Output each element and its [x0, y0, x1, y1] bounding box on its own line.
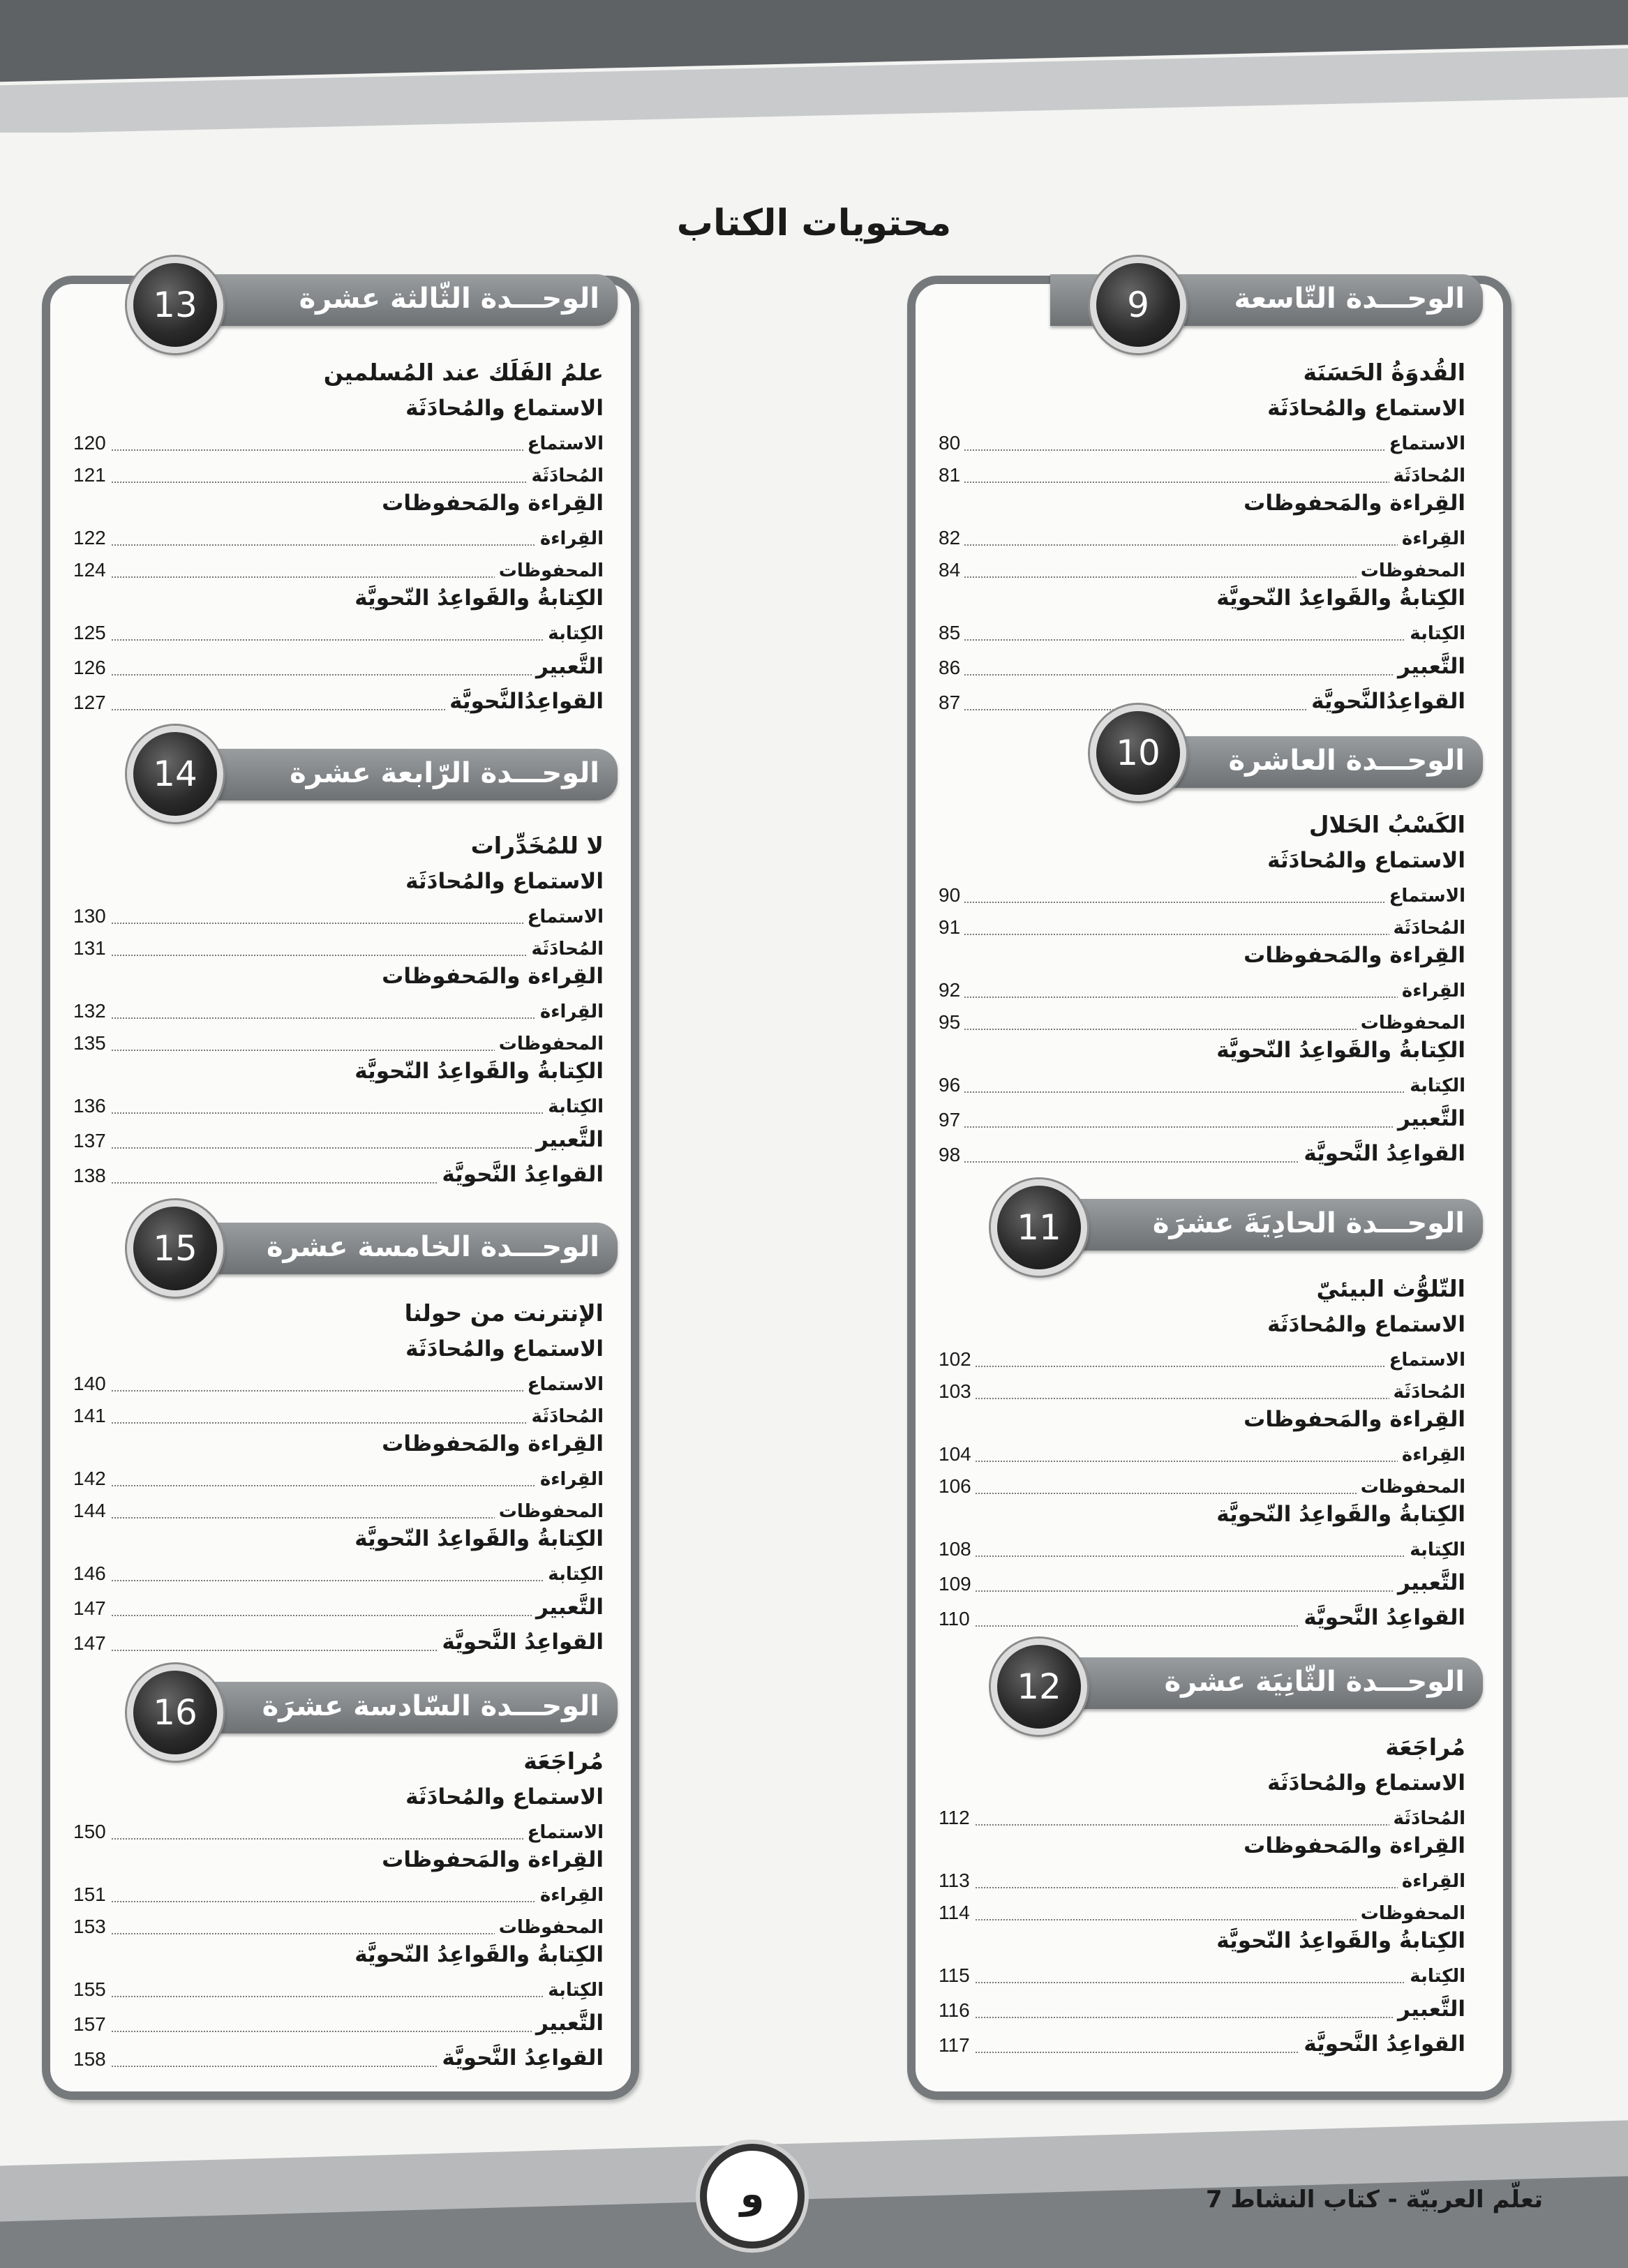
- toc-entry[interactable]: [73, 1024, 604, 1056]
- toc-entry-label: القواعِدُ النَّحويَّة: [438, 1629, 604, 1655]
- toc-entry-label: القواعِدُ النَّحويَّة: [1299, 1605, 1465, 1630]
- toc-entry[interactable]: [939, 1861, 1465, 1893]
- toc-entry-page: 141: [73, 1405, 110, 1427]
- toc-entry-page: 157: [73, 2013, 110, 2036]
- unit-title: الوحـــدة الثّانِيَة عشرة: [1164, 1666, 1465, 1698]
- toc-entry-page: 102: [939, 1348, 976, 1371]
- toc-entry-page: 82: [939, 527, 964, 549]
- toc-entry[interactable]: [73, 1491, 604, 1523]
- unit-header: [1050, 1199, 1483, 1251]
- unit-number-badge: 12: [991, 1639, 1087, 1735]
- dotted-leader: [73, 482, 604, 483]
- toc-entry-page: 91: [939, 916, 964, 939]
- toc-entry-label: القواعِدُ النَّحويَّة: [438, 1162, 604, 1187]
- toc-entry-label: القواعِدُ النَّحويَّة: [438, 2045, 604, 2071]
- toc-entry-page: 144: [73, 1500, 110, 1522]
- section-heading: الكِتابةُ والقَواعِدُ النّحويَّة: [354, 1059, 604, 1084]
- toc-entry[interactable]: [73, 1119, 604, 1154]
- toc-entry-label: المحفوظات: [1357, 560, 1465, 581]
- toc-entry[interactable]: [939, 1435, 1465, 1467]
- toc-entry-page: 150: [73, 1821, 110, 1843]
- unit-title: الوحـــدة العاشرة: [1228, 745, 1465, 777]
- section-heading: الاستماع والمُحادَثَة: [1267, 396, 1465, 421]
- toc-entry[interactable]: [73, 1087, 604, 1119]
- section-heading: القِراءة والمَحفوظات: [1244, 1407, 1465, 1432]
- toc-entry-page: 125: [73, 622, 110, 644]
- unit-number-badge: 13: [127, 257, 223, 353]
- unit-header: [171, 1682, 618, 1733]
- dotted-leader: [939, 1091, 1465, 1093]
- toc-entry-label: القواعِدُالنَّحويَّة: [445, 689, 604, 714]
- toc-entry-label: القواعِدُ النَّحويَّة: [1299, 2031, 1465, 2057]
- toc-entry-page: 116: [939, 1999, 974, 2022]
- toc-entry-page: 151: [73, 1883, 110, 1906]
- dotted-leader: [73, 955, 604, 956]
- toc-entry[interactable]: [73, 456, 604, 488]
- unit-number-badge: 11: [991, 1179, 1087, 1276]
- toc-entry[interactable]: [939, 1066, 1465, 1098]
- toc-entry-label: القِراءة: [536, 528, 604, 549]
- dotted-leader: [939, 674, 1465, 676]
- toc-entry-page: 121: [73, 464, 110, 486]
- lesson-title: لا للمُخَدِّرات: [470, 832, 604, 859]
- unit-contents: [939, 1727, 1465, 2058]
- page-title: محتويات الكتاب: [676, 202, 952, 244]
- dotted-leader: [73, 1615, 604, 1616]
- unit-number-badge: 9: [1090, 257, 1186, 353]
- toc-entry[interactable]: [939, 971, 1465, 1003]
- toc-entry-label: التَّعبير: [1394, 1106, 1465, 1131]
- toc-entry-page: 158: [73, 2048, 110, 2071]
- lesson-title: مُراجَعَة: [523, 1747, 604, 1775]
- toc-entry-label: المُحادَثَة: [528, 939, 604, 960]
- toc-entry[interactable]: [73, 1586, 604, 1621]
- toc-entry-label: القِراءة: [536, 1001, 604, 1022]
- dotted-leader: [939, 1887, 1465, 1888]
- toc-entry-page: 114: [939, 1902, 974, 1924]
- toc-entry[interactable]: [73, 1154, 604, 1188]
- toc-entry-page: 108: [939, 1538, 976, 1560]
- unit-contents: [939, 1269, 1465, 1632]
- toc-entry-label: الكِتابة: [1405, 623, 1465, 644]
- toc-entry[interactable]: [73, 1364, 604, 1396]
- section-heading: القِراءة والمَحفوظات: [382, 491, 604, 516]
- unit-number-badge: 14: [127, 726, 223, 822]
- unit-title: الوحـــدة الحادِيَةَ عشرَة: [1152, 1207, 1465, 1239]
- page-number-badge: و: [700, 2144, 805, 2248]
- toc-entry[interactable]: [73, 897, 604, 929]
- toc-entry-label: المُحادَثَة: [528, 465, 604, 486]
- toc-entry[interactable]: [939, 1562, 1465, 1597]
- unit-number-badge: 10: [1090, 705, 1186, 801]
- unit-title: الوحـــدة الرّابعة عشرة: [290, 757, 599, 789]
- toc-entry-page: 81: [939, 464, 964, 486]
- toc-entry-label: الاستماع: [523, 1374, 604, 1395]
- toc-entry-page: 80: [939, 432, 964, 454]
- toc-entry-label: التَّعبير: [1394, 1570, 1465, 1595]
- section-heading: الكِتابةُ والقَواعِدُ النّحويَّة: [354, 585, 604, 611]
- toc-entry-page: 138: [73, 1165, 110, 1187]
- section-heading: القِراءة والمَحفوظات: [1244, 943, 1465, 968]
- section-heading: الاستماع والمُحادَثَة: [1267, 1770, 1465, 1796]
- toc-entry-label: التَّعبير: [1394, 654, 1465, 679]
- unit-number-badge: 16: [127, 1664, 223, 1761]
- dotted-leader: [73, 1901, 604, 1902]
- toc-entry[interactable]: [73, 1554, 604, 1586]
- toc-entry-page: 95: [939, 1011, 964, 1034]
- toc-entry-page: 137: [73, 1130, 110, 1152]
- toc-entry-page: 146: [73, 1562, 110, 1585]
- dotted-leader: [73, 1580, 604, 1581]
- toc-entry-label: القِراءة: [1398, 980, 1465, 1001]
- toc-entry-label: الاستماع: [523, 1822, 604, 1843]
- toc-entry[interactable]: [939, 908, 1465, 940]
- toc-entry-label: الكِتابة: [1405, 1075, 1465, 1096]
- section-heading: الاستماع والمُحادَثَة: [405, 1336, 604, 1361]
- toc-entry-label: المحفوظات: [495, 1917, 604, 1938]
- toc-entry[interactable]: [73, 1970, 604, 2002]
- section-heading: الاستماع والمُحادَثَة: [405, 396, 604, 421]
- toc-entry-label: الكِتابة: [1405, 1966, 1465, 1987]
- unit-title: الوحـــدة السّادسة عشرَة: [262, 1690, 599, 1722]
- toc-entry-page: 104: [939, 1443, 976, 1465]
- toc-entry-label: القواعِدُالنَّحويَّة: [1307, 689, 1465, 714]
- toc-entry[interactable]: [939, 1597, 1465, 1632]
- dotted-leader: [939, 1398, 1465, 1399]
- toc-entry-label: الاستماع: [1385, 886, 1465, 907]
- toc-entry[interactable]: [939, 518, 1465, 551]
- toc-entry[interactable]: [939, 551, 1465, 583]
- toc-entry[interactable]: [939, 1003, 1465, 1035]
- toc-entry-label: التَّعبير: [1394, 1997, 1465, 2022]
- toc-entry-page: 115: [939, 1964, 974, 1987]
- toc-entry[interactable]: [939, 1467, 1465, 1499]
- toc-entry[interactable]: [939, 1893, 1465, 1925]
- toc-entry[interactable]: [939, 876, 1465, 908]
- toc-entry-label: الاستماع: [1385, 433, 1465, 454]
- toc-entry[interactable]: [939, 1133, 1465, 1167]
- unit-header: [171, 274, 618, 326]
- top-decorative-band: [0, 0, 1628, 133]
- unit-title: الوحـــدة الخامسة عشرة: [266, 1231, 599, 1263]
- toc-entry-label: القِراءة: [1398, 1871, 1465, 1892]
- toc-entry-page: 85: [939, 622, 964, 644]
- toc-entry-label: القِراءة: [536, 1885, 604, 1906]
- toc-entry[interactable]: [73, 1907, 604, 1939]
- toc-entry-page: 127: [73, 692, 110, 714]
- toc-entry[interactable]: [939, 646, 1465, 680]
- toc-entry[interactable]: [73, 613, 604, 646]
- unit-header: [171, 749, 618, 800]
- toc-entry[interactable]: [939, 1372, 1465, 1404]
- toc-entry-page: 136: [73, 1095, 110, 1117]
- toc-entry-page: 135: [73, 1032, 110, 1054]
- dotted-leader: [939, 1555, 1465, 1557]
- toc-entry-page: 103: [939, 1380, 976, 1403]
- unit-number-badge: 15: [127, 1200, 223, 1297]
- toc-entry-page: 112: [939, 1807, 974, 1829]
- toc-entry-page: 153: [73, 1916, 110, 1938]
- toc-entry[interactable]: [939, 1530, 1465, 1562]
- toc-entry-page: 92: [939, 979, 964, 1001]
- toc-entry-page: 140: [73, 1373, 110, 1395]
- toc-entry-label: المُحادَثَة: [1389, 918, 1465, 939]
- toc-entry-label: المحفوظات: [1357, 1013, 1465, 1034]
- toc-entry-label: المُحادَثَة: [528, 1406, 604, 1427]
- toc-entry[interactable]: [939, 1798, 1465, 1830]
- dotted-leader: [939, 1824, 1465, 1826]
- toc-entry[interactable]: [73, 646, 604, 680]
- dotted-leader: [939, 2017, 1465, 2018]
- toc-entry[interactable]: [939, 1340, 1465, 1372]
- toc-entry-label: التَّعبير: [532, 1595, 604, 1620]
- lesson-title: علمُ الفَلَك عند المُسلمين: [323, 359, 604, 386]
- toc-entry-label: القِراءة: [1398, 528, 1465, 549]
- toc-entry-page: 87: [939, 692, 964, 714]
- dotted-leader: [939, 997, 1465, 998]
- toc-entry-page: 155: [73, 1978, 110, 2001]
- unit-contents: [73, 1293, 604, 1656]
- toc-entry-page: 117: [939, 2034, 974, 2057]
- footer-book-title: تعلّم العربيّة - كتاب النشاط 7: [1205, 2186, 1543, 2214]
- toc-entry-label: المحفوظات: [1357, 1477, 1465, 1498]
- toc-entry[interactable]: [939, 424, 1465, 456]
- unit-contents: [73, 1741, 604, 2072]
- toc-entry-label: القِراءة: [1398, 1445, 1465, 1465]
- dotted-leader: [73, 1112, 604, 1114]
- section-heading: القِراءة والمَحفوظات: [382, 1431, 604, 1456]
- toc-entry[interactable]: [939, 680, 1465, 715]
- dotted-leader: [939, 1126, 1465, 1128]
- toc-entry-page: 96: [939, 1074, 964, 1096]
- toc-entry-page: 124: [73, 559, 110, 581]
- toc-entry[interactable]: [73, 518, 604, 551]
- unit-header: [1050, 1657, 1483, 1709]
- toc-entry-label: المُحادَثَة: [1389, 1382, 1465, 1403]
- toc-entry-page: 132: [73, 1000, 110, 1022]
- toc-entry[interactable]: [73, 551, 604, 583]
- toc-entry-label: المحفوظات: [495, 560, 604, 581]
- unit-title: الوحـــدة التّاسعة: [1234, 283, 1465, 315]
- toc-entry-page: 90: [939, 884, 964, 907]
- toc-entry[interactable]: [73, 1459, 604, 1491]
- dotted-leader: [939, 1590, 1465, 1592]
- toc-entry[interactable]: [73, 424, 604, 456]
- section-heading: الكِتابةُ والقَواعِدُ النّحويَّة: [1216, 585, 1465, 611]
- unit-title: الوحـــدة الثّالثة عشرة: [299, 283, 599, 315]
- dotted-leader: [73, 639, 604, 641]
- toc-entry[interactable]: [73, 929, 604, 961]
- toc-entry-page: 147: [73, 1632, 110, 1655]
- lesson-title: مُراجَعَة: [1385, 1733, 1465, 1761]
- toc-entry[interactable]: [73, 992, 604, 1024]
- toc-entry-page: 98: [939, 1144, 964, 1166]
- toc-entry-label: التَّعبير: [532, 654, 604, 679]
- toc-entry-page: 113: [939, 1870, 974, 1892]
- toc-entry-label: الكِتابة: [544, 623, 604, 644]
- toc-entry-label: القِراءة: [536, 1469, 604, 1490]
- toc-entry[interactable]: [73, 1812, 604, 1844]
- section-heading: القِراءة والمَحفوظات: [382, 1847, 604, 1872]
- toc-entry-page: 120: [73, 432, 110, 454]
- section-heading: الاستماع والمُحادَثَة: [405, 1784, 604, 1810]
- unit-header: [171, 1223, 618, 1274]
- dotted-leader: [939, 639, 1465, 641]
- dotted-leader: [73, 1147, 604, 1149]
- dotted-leader: [939, 544, 1465, 546]
- toc-entry-label: الكِتابة: [544, 1096, 604, 1117]
- toc-entry[interactable]: [939, 1988, 1465, 2023]
- toc-entry-page: 131: [73, 937, 110, 960]
- toc-entry-label: المحفوظات: [495, 1501, 604, 1522]
- toc-entry-label: الاستماع: [1385, 1350, 1465, 1371]
- section-heading: الاستماع والمُحادَثَة: [405, 869, 604, 894]
- dotted-leader: [73, 2031, 604, 2032]
- dotted-leader: [73, 1485, 604, 1486]
- toc-entry-label: القواعِدُ النَّحويَّة: [1299, 1141, 1465, 1166]
- section-heading: الكِتابةُ والقَواعِدُ النّحويَّة: [1216, 1502, 1465, 1527]
- toc-entry[interactable]: [73, 2037, 604, 2072]
- toc-entry[interactable]: [73, 1621, 604, 1656]
- toc-entry-page: 84: [939, 559, 964, 581]
- dotted-leader: [73, 674, 604, 676]
- toc-entry-page: 126: [73, 657, 110, 679]
- toc-entry-page: 130: [73, 905, 110, 927]
- toc-entry[interactable]: [939, 1098, 1465, 1133]
- toc-entry[interactable]: [939, 2023, 1465, 2058]
- toc-entry[interactable]: [939, 1956, 1465, 1988]
- dotted-leader: [73, 1996, 604, 1997]
- unit-contents: [939, 805, 1465, 1167]
- unit-contents: [939, 352, 1465, 715]
- toc-entry-label: التَّعبير: [532, 2010, 604, 2036]
- toc-entry-page: 86: [939, 657, 964, 679]
- lesson-title: الكَسْبُ الحَلال: [1308, 811, 1465, 838]
- section-heading: القِراءة والمَحفوظات: [1244, 491, 1465, 516]
- lesson-title: القُدوَةُ الحَسَنَة: [1303, 359, 1465, 386]
- dotted-leader: [939, 1461, 1465, 1462]
- toc-entry-label: المحفوظات: [1357, 1903, 1465, 1924]
- toc-entry-page: 122: [73, 527, 110, 549]
- dotted-leader: [939, 482, 1465, 483]
- toc-entry-label: التَّعبير: [532, 1127, 604, 1152]
- toc-entry-label: الكِتابة: [1405, 1539, 1465, 1560]
- dotted-leader: [939, 1982, 1465, 1983]
- toc-entry-page: 106: [939, 1475, 976, 1498]
- dotted-leader: [73, 544, 604, 546]
- toc-entry-label: المُحادَثَة: [1389, 1808, 1465, 1829]
- unit-contents: [73, 352, 604, 715]
- toc-entry-page: 147: [73, 1597, 110, 1620]
- toc-entry-label: الاستماع: [523, 907, 604, 927]
- dotted-leader: [73, 1017, 604, 1019]
- toc-entry[interactable]: [73, 1396, 604, 1428]
- lesson-title: التّلوُّث البيئيّ: [1316, 1275, 1465, 1302]
- dotted-leader: [939, 934, 1465, 935]
- dotted-leader: [73, 1422, 604, 1424]
- toc-entry-page: 109: [939, 1573, 976, 1595]
- toc-entry[interactable]: [73, 680, 604, 715]
- toc-entry-page: 97: [939, 1109, 964, 1131]
- toc-entry-label: الاستماع: [523, 433, 604, 454]
- unit-contents: [73, 826, 604, 1188]
- section-heading: الكِتابةُ والقَواعِدُ النّحويَّة: [354, 1942, 604, 1967]
- section-heading: الاستماع والمُحادَثَة: [1267, 1312, 1465, 1337]
- toc-entry-label: المحفوظات: [495, 1034, 604, 1054]
- toc-entry-label: المُحادَثَة: [1389, 465, 1465, 486]
- lesson-title: الإنترنت من حولنا: [404, 1299, 604, 1327]
- section-heading: الكِتابةُ والقَواعِدُ النّحويَّة: [1216, 1038, 1465, 1063]
- toc-entry[interactable]: [939, 613, 1465, 646]
- toc-entry-label: الكِتابة: [544, 1564, 604, 1585]
- toc-entry[interactable]: [939, 456, 1465, 488]
- toc-entry[interactable]: [73, 2002, 604, 2037]
- section-heading: الكِتابةُ والقَواعِدُ النّحويَّة: [354, 1526, 604, 1551]
- section-heading: الكِتابةُ والقَواعِدُ النّحويَّة: [1216, 1928, 1465, 1953]
- toc-entry-label: الكِتابة: [544, 1980, 604, 2001]
- toc-entry-page: 142: [73, 1468, 110, 1490]
- section-heading: القِراءة والمَحفوظات: [1244, 1833, 1465, 1858]
- section-heading: القِراءة والمَحفوظات: [382, 964, 604, 989]
- section-heading: الاستماع والمُحادَثَة: [1267, 848, 1465, 873]
- toc-entry[interactable]: [73, 1875, 604, 1907]
- toc-entry-page: 110: [939, 1608, 974, 1630]
